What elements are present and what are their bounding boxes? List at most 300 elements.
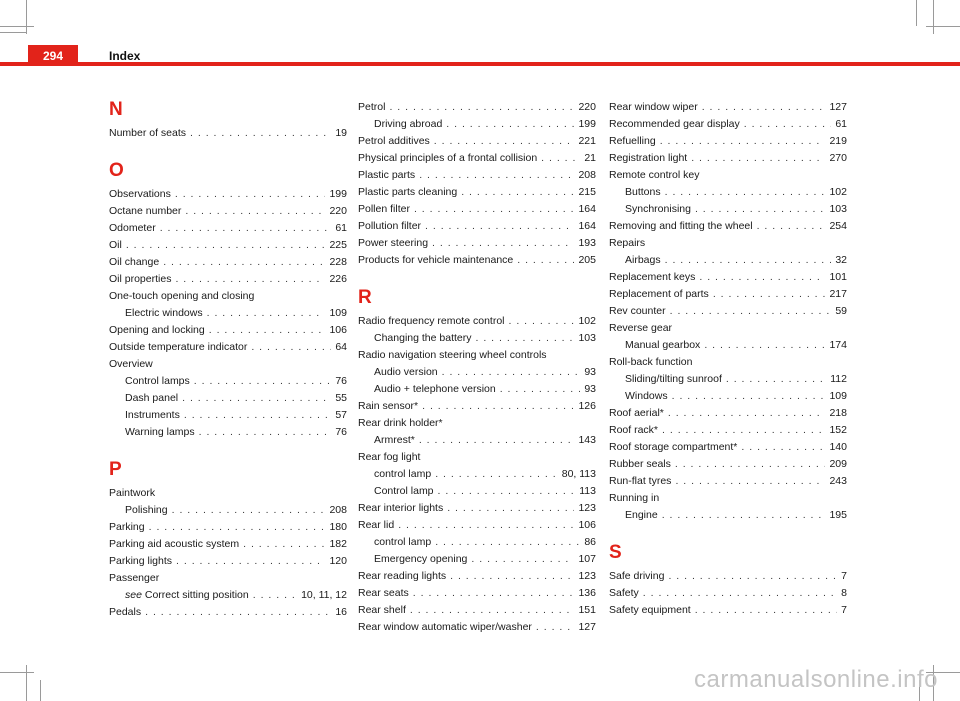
page-reference: 136 <box>578 587 596 599</box>
dot-leader <box>389 99 574 116</box>
page-reference: 123 <box>578 502 596 514</box>
page-reference: 7 <box>841 570 847 582</box>
index-subentry <box>358 330 596 347</box>
index-subentry <box>609 252 847 269</box>
dot-leader <box>691 150 825 167</box>
index-entry <box>358 167 596 184</box>
entry-text: One-touch opening and closing <box>109 290 255 302</box>
crop-mark <box>26 0 27 34</box>
entry-text: Rear fog light <box>358 451 421 463</box>
entry-text: Audio + telephone version <box>374 383 496 395</box>
index-entry <box>109 519 347 536</box>
dot-leader <box>695 201 826 218</box>
page-reference: 7 <box>841 604 847 616</box>
index-entry <box>358 517 596 534</box>
entry-text: Instruments <box>125 409 180 421</box>
index-entry <box>109 553 347 570</box>
page-reference: 55 <box>335 392 347 404</box>
page-reference: 32 <box>835 254 847 266</box>
entry-text: Polishing <box>125 504 168 516</box>
page-reference: 64 <box>335 341 347 353</box>
index-entry <box>609 405 847 422</box>
dot-leader <box>744 116 832 133</box>
entry-text: Power steering <box>358 237 429 249</box>
crop-mark <box>0 32 26 33</box>
dot-leader <box>695 602 837 619</box>
dot-leader <box>442 364 581 381</box>
entry-text: Parking aid acoustic system <box>109 538 240 550</box>
page-reference: 8 <box>841 587 847 599</box>
index-entry <box>609 568 847 585</box>
page-reference: 182 <box>329 538 347 550</box>
entry-text: Safety equipment <box>609 604 691 616</box>
dot-leader <box>517 252 574 269</box>
page-reference: 109 <box>329 307 347 319</box>
crop-mark <box>916 0 917 26</box>
dot-leader <box>182 390 331 407</box>
index-subentry <box>109 424 347 441</box>
page-reference: 127 <box>578 621 596 633</box>
dot-leader <box>432 235 574 252</box>
entry-text: Safe driving <box>609 570 665 582</box>
page-reference: 120 <box>329 555 347 567</box>
dot-leader <box>199 424 332 441</box>
page-reference: 220 <box>578 101 596 113</box>
entry-text: Remote control key <box>609 169 700 181</box>
index-subentry <box>358 466 596 483</box>
entry-text: Petrol <box>358 101 386 113</box>
page-reference: 218 <box>829 407 847 419</box>
entry-text: Opening and locking <box>109 324 205 336</box>
dot-leader <box>209 322 326 339</box>
section-letter: N <box>109 99 123 120</box>
dot-leader <box>668 405 826 422</box>
index-entry <box>109 604 347 621</box>
dot-leader <box>434 133 575 150</box>
index-entry <box>358 252 596 269</box>
index-entry <box>609 439 847 456</box>
entry-text: Paintwork <box>109 487 156 499</box>
page-reference: 225 <box>329 239 347 251</box>
index-subentry <box>358 364 596 381</box>
page-reference: 19 <box>335 127 347 139</box>
entry-text: Overview <box>109 358 153 370</box>
index-subentry <box>109 390 347 407</box>
index-entry <box>358 585 596 602</box>
page-reference: 152 <box>829 424 847 436</box>
index-entry <box>609 490 847 507</box>
page-reference: 76 <box>335 375 347 387</box>
page-reference: 103 <box>829 203 847 215</box>
crop-mark <box>40 680 41 701</box>
dot-leader <box>660 133 826 150</box>
index-entry <box>609 218 847 235</box>
dot-leader <box>702 99 826 116</box>
page-reference: 16 <box>335 606 347 618</box>
page-reference: 205 <box>578 254 596 266</box>
entry-text: Plastic parts cleaning <box>358 186 458 198</box>
entry-text: Replacement of parts <box>609 288 709 300</box>
dot-leader <box>447 500 574 517</box>
entry-text: Oil properties <box>109 273 172 285</box>
entry-text: Repairs <box>609 237 646 249</box>
dot-leader <box>422 398 574 415</box>
entry-text: Petrol additives <box>358 135 430 147</box>
index-entry <box>358 218 596 235</box>
index-entry <box>109 356 347 373</box>
section-spacer <box>109 441 347 459</box>
dot-leader <box>668 568 837 585</box>
entry-text: Parking <box>109 521 145 533</box>
dot-leader <box>190 125 331 142</box>
dot-leader <box>672 388 826 405</box>
page-reference: 199 <box>578 118 596 130</box>
page-reference: 106 <box>578 519 596 531</box>
entry-text: Warning lamps <box>125 426 195 438</box>
index-subentry <box>358 381 596 398</box>
page-reference: 109 <box>829 390 847 402</box>
page-reference: 80, 113 <box>561 468 596 480</box>
section-letter: P <box>109 459 122 480</box>
entry-text: Recommended gear display <box>609 118 740 130</box>
index-entry <box>609 133 847 150</box>
index-entry <box>358 602 596 619</box>
dot-leader <box>175 271 325 288</box>
entry-text: Safety <box>609 587 639 599</box>
dot-leader <box>435 534 580 551</box>
entry-text: control lamp <box>374 468 432 480</box>
entry-text: Emergency opening <box>374 553 468 565</box>
dot-leader <box>398 517 574 534</box>
entry-text: Rain sensor* <box>358 400 419 412</box>
entry-text: Control lamp <box>374 485 434 497</box>
index-entry <box>609 354 847 371</box>
entry-text: Roof aerial* <box>609 407 664 419</box>
dot-leader <box>414 201 575 218</box>
index-entry <box>358 150 596 167</box>
dot-leader <box>163 254 325 271</box>
index-entry <box>358 500 596 517</box>
page-title: Index <box>109 49 141 63</box>
page-reference: 215 <box>578 186 596 198</box>
index-entry <box>109 288 347 305</box>
index-entry <box>109 220 347 237</box>
index-entry <box>609 286 847 303</box>
index-subentry <box>358 116 596 133</box>
dot-leader <box>446 116 574 133</box>
entry-text: Rear shelf <box>358 604 406 616</box>
dot-leader <box>741 439 825 456</box>
index-column-1 <box>109 99 347 621</box>
entry-text: Buttons <box>625 186 661 198</box>
dot-leader <box>461 184 574 201</box>
entry-text: Roof storage compartment* <box>609 441 738 453</box>
index-subentry <box>609 201 847 218</box>
dot-leader <box>450 568 574 585</box>
dot-leader <box>471 551 574 568</box>
dot-leader <box>670 303 832 320</box>
page-reference: 103 <box>578 332 596 344</box>
entry-text: Rev counter <box>609 305 666 317</box>
section-spacer <box>358 269 596 287</box>
dot-leader <box>160 220 332 237</box>
page-reference: 151 <box>578 604 596 616</box>
crop-mark <box>26 665 27 701</box>
entry-text: Driving abroad <box>374 118 443 130</box>
dot-leader <box>475 330 574 347</box>
index-entry <box>358 184 596 201</box>
entry-text: Refuelling <box>609 135 656 147</box>
dot-leader <box>665 184 826 201</box>
crop-mark <box>926 26 960 27</box>
dot-leader <box>175 186 326 203</box>
page-reference: 113 <box>579 485 596 497</box>
page-reference: 21 <box>584 152 596 164</box>
dot-leader <box>726 371 826 388</box>
index-entry <box>609 473 847 490</box>
page-reference: 174 <box>829 339 847 351</box>
index-subentry <box>609 184 847 201</box>
entry-text: control lamp <box>374 536 432 548</box>
dot-leader <box>536 619 575 636</box>
entry-text: Audio version <box>374 366 438 378</box>
dot-leader <box>145 604 331 621</box>
index-entry <box>109 186 347 203</box>
dot-leader <box>251 339 331 356</box>
page-reference: 208 <box>329 504 347 516</box>
entry-text: Rear interior lights <box>358 502 444 514</box>
index-subentry <box>109 373 347 390</box>
index-subentry <box>609 507 847 524</box>
page-reference: 57 <box>335 409 347 421</box>
page-reference: 140 <box>829 441 847 453</box>
index-entry <box>609 235 847 252</box>
page-reference: 123 <box>578 570 596 582</box>
page-reference: 219 <box>829 135 847 147</box>
entry-text: Radio navigation steering wheel controls <box>358 349 547 361</box>
dot-leader <box>435 466 558 483</box>
page-reference: 270 <box>829 152 847 164</box>
dot-leader <box>509 313 575 330</box>
index-entry <box>358 133 596 150</box>
crop-mark <box>0 26 34 27</box>
index-entry <box>609 422 847 439</box>
index-subentry <box>109 407 347 424</box>
index-entry <box>109 237 347 254</box>
page-reference: 126 <box>578 400 596 412</box>
page-reference: 228 <box>329 256 347 268</box>
section-letter: R <box>358 287 372 308</box>
entry-text: Outside temperature indicator <box>109 341 248 353</box>
entry-text: Rear window wiper <box>609 101 698 113</box>
index-subentry <box>609 337 847 354</box>
dot-leader <box>184 407 331 424</box>
entry-text: Rear seats <box>358 587 409 599</box>
page-reference: 93 <box>584 366 596 378</box>
page-reference: 107 <box>578 553 596 565</box>
page-reference: 76 <box>335 426 347 438</box>
dot-leader <box>126 237 326 254</box>
entry-text: Pollution filter <box>358 220 422 232</box>
index-entry <box>358 347 596 364</box>
index-entry <box>109 254 347 271</box>
index-column-2 <box>358 99 596 636</box>
index-subentry <box>609 371 847 388</box>
dot-leader <box>194 373 332 390</box>
index-subentry <box>109 587 347 604</box>
entry-text: Run-flat tyres <box>609 475 672 487</box>
index-column-3 <box>609 99 847 619</box>
dot-leader <box>425 218 574 235</box>
dot-leader <box>662 507 826 524</box>
dot-leader <box>541 150 580 167</box>
entry-text: Replacement keys <box>609 271 696 283</box>
index-entry <box>609 602 847 619</box>
entry-text: Rear window automatic wiper/washer <box>358 621 532 633</box>
entry-text: Rear reading lights <box>358 570 447 582</box>
index-entry <box>109 485 347 502</box>
section-spacer <box>109 142 347 160</box>
index-entry <box>609 456 847 473</box>
entry-text: Oil <box>109 239 122 251</box>
entry-text: Observations <box>109 188 171 200</box>
index-subentry <box>358 534 596 551</box>
entry-text: Oil change <box>109 256 160 268</box>
index-entry <box>358 619 596 636</box>
page-reference: 102 <box>578 315 596 327</box>
index-entry <box>109 570 347 587</box>
index-entry <box>609 320 847 337</box>
dot-leader <box>419 167 574 184</box>
entry-text: Removing and fitting the wheel <box>609 220 753 232</box>
page-reference: 221 <box>578 135 596 147</box>
index-entry <box>609 116 847 133</box>
dot-leader <box>149 519 326 536</box>
dot-leader <box>410 602 575 619</box>
entry-text: Registration light <box>609 152 688 164</box>
dot-leader <box>243 536 325 553</box>
page-reference: 93 <box>584 383 596 395</box>
dot-leader <box>500 381 581 398</box>
entry-text: Octane number <box>109 205 182 217</box>
index-entry <box>609 167 847 184</box>
entry-text: Products for vehicle maintenance <box>358 254 514 266</box>
section-letter: O <box>109 160 124 181</box>
index-subentry <box>609 388 847 405</box>
entry-text: Synchronising <box>625 203 691 215</box>
index-entry <box>609 150 847 167</box>
entry-text: Changing the battery <box>374 332 472 344</box>
index-entry <box>358 201 596 218</box>
page-reference: 61 <box>335 222 347 234</box>
page-reference: 208 <box>578 169 596 181</box>
dot-leader <box>413 585 575 602</box>
page-reference: 10, 11, 12 <box>301 589 347 601</box>
index-entry <box>609 99 847 116</box>
entry-text: Windows <box>625 390 668 402</box>
dot-leader <box>419 432 575 449</box>
page-number: 294 <box>42 49 64 63</box>
page-reference: 59 <box>835 305 847 317</box>
index-entry <box>609 303 847 320</box>
index-entry <box>609 585 847 602</box>
section-letter: S <box>609 542 622 563</box>
header-rule <box>0 62 960 66</box>
dot-leader <box>207 305 326 322</box>
entry-text: Airbags <box>625 254 661 266</box>
index-entry <box>358 235 596 252</box>
page-reference: 195 <box>829 509 847 521</box>
page-reference: 101 <box>829 271 847 283</box>
page-reference: 143 <box>578 434 596 446</box>
dot-leader <box>675 456 826 473</box>
index-subentry <box>358 551 596 568</box>
entry-text: Engine <box>625 509 658 521</box>
entry-text: Correct sitting position <box>144 589 249 601</box>
index-entry <box>109 339 347 356</box>
page-reference: 164 <box>578 220 596 232</box>
index-entry <box>358 313 596 330</box>
index-entry <box>109 271 347 288</box>
section-spacer <box>609 524 847 542</box>
index-entry <box>109 203 347 220</box>
index-entry <box>609 269 847 286</box>
index-entry <box>109 536 347 553</box>
entry-text: Number of seats <box>109 127 187 139</box>
page-reference: 127 <box>829 101 847 113</box>
dot-leader <box>713 286 826 303</box>
entry-text: Reverse gear <box>609 322 673 334</box>
entry-text: Pedals <box>109 606 142 618</box>
index-subentry <box>109 305 347 322</box>
entry-text: Plastic parts <box>358 169 416 181</box>
entry-text: Control lamps <box>125 375 190 387</box>
dot-leader <box>643 585 837 602</box>
index-entry <box>358 398 596 415</box>
index-entry <box>358 415 596 432</box>
watermark: carmanualsonline.info <box>694 666 938 693</box>
page-reference: 254 <box>829 220 847 232</box>
dot-leader <box>176 553 325 570</box>
page-reference: 102 <box>829 186 847 198</box>
see-reference-label: see <box>125 589 142 601</box>
dot-leader <box>699 269 825 286</box>
dot-leader <box>438 483 576 500</box>
dot-leader <box>757 218 826 235</box>
entry-text: Rubber seals <box>609 458 671 470</box>
index-entry <box>109 125 347 142</box>
dot-leader <box>675 473 825 490</box>
entry-text: Radio frequency remote control <box>358 315 505 327</box>
index-subentry <box>109 502 347 519</box>
page-reference: 180 <box>329 521 347 533</box>
entry-text: Roof rack* <box>609 424 659 436</box>
page-reference: 209 <box>829 458 847 470</box>
dot-leader <box>662 422 825 439</box>
entry-text: Sliding/tilting sunroof <box>625 373 722 385</box>
dot-leader <box>185 203 325 220</box>
page-reference: 61 <box>835 118 847 130</box>
page-reference: 106 <box>329 324 347 336</box>
page-reference: 217 <box>829 288 847 300</box>
page-reference: 220 <box>329 205 347 217</box>
crop-mark <box>933 0 934 34</box>
page-reference: 164 <box>578 203 596 215</box>
dot-leader <box>253 587 297 604</box>
entry-text: Rear drink holder* <box>358 417 443 429</box>
index-subentry <box>358 432 596 449</box>
page-reference: 199 <box>329 188 347 200</box>
